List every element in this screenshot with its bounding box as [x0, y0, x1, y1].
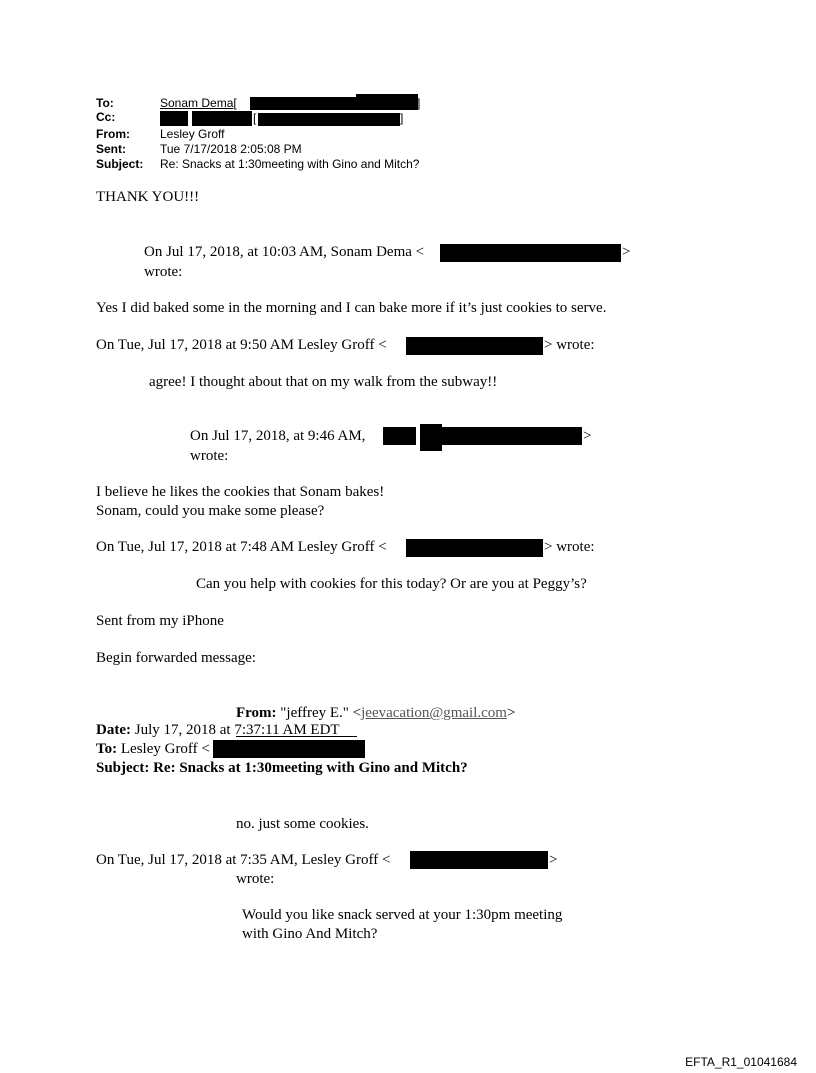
redaction-block	[442, 427, 582, 445]
quote-header-1-gt: >	[622, 244, 631, 260]
fwd-subject-line: Subject: Re: Snacks at 1:30meeting with Gino and Mitch?	[96, 760, 468, 776]
fwd-to-value: Lesley Groff <	[120, 741, 210, 757]
quote-header-1: On Jul 17, 2018, at 10:03 AM, Sonam Dema <	[144, 244, 425, 260]
quote-header-2: On Tue, Jul 17, 2018 at 9:50 AM Lesley Groff <	[96, 337, 387, 353]
quote-header-5-wrote: wrote:	[236, 871, 275, 887]
sent-from-text: Sent from my iPhone	[96, 613, 224, 629]
quote-header-3: On Jul 17, 2018, at 9:46 AM,	[190, 428, 366, 444]
reply-text-4: Can you help with cookies for this today? Or are you at Peggy’s?	[196, 576, 587, 592]
to-value	[160, 96, 237, 110]
redaction-block	[410, 851, 548, 869]
sent-label: Sent:	[96, 142, 126, 156]
cc-label: Cc:	[96, 110, 116, 124]
document-id: EFTA_R1_01041684	[685, 1055, 797, 1069]
quote-header-4: On Tue, Jul 17, 2018 at 7:48 AM Lesley Groff <	[96, 539, 387, 555]
original-message-line2: with Gino And Mitch?	[242, 926, 378, 942]
fwd-date-value: July 17, 2018 at 7:37:11 AM EDT	[134, 722, 340, 738]
fwd-to-label: To:	[96, 741, 118, 757]
quote-header-5-gt: >	[549, 852, 558, 868]
fwd-from-label: From:	[236, 705, 277, 721]
original-message-line1: Would you like snack served at your 1:30pm meeting	[242, 907, 563, 923]
quote-header-5: On Tue, Jul 17, 2018 at 7:35 AM, Lesley Groff <	[96, 852, 391, 868]
subject-label: Subject:	[96, 157, 144, 171]
thank-you-text: THANK YOU!!!	[96, 189, 200, 205]
quote-header-3-gt: >	[583, 428, 592, 444]
sent-value: Tue 7/17/2018 2:05:08 PM	[160, 142, 302, 156]
subject-value: Re: Snacks at 1:30meeting with Gino and Mitch?	[160, 157, 420, 171]
reply-text-2: agree! I thought about that on my walk from the subway!!	[149, 374, 498, 390]
fwd-from-email[interactable]: jeevacation@gmail.com	[361, 705, 507, 721]
to-bracket-open: [	[233, 96, 237, 110]
redaction-block	[406, 539, 543, 557]
fwd-to-line	[96, 741, 210, 758]
redaction-block	[192, 111, 252, 126]
redaction-block	[258, 113, 400, 126]
redaction-block	[213, 740, 365, 758]
reply-text-3-line2: Sonam, could you make some please?	[96, 503, 325, 519]
redaction-block	[160, 111, 188, 126]
quote-header-4-wrote: > wrote:	[544, 539, 595, 555]
begin-forwarded-text: Begin forwarded message:	[96, 650, 256, 666]
from-value: Lesley Groff	[160, 127, 225, 141]
redaction-block	[440, 244, 621, 262]
redaction-block	[356, 94, 421, 110]
to-label: To:	[96, 96, 114, 110]
to-recipient: Sonam Dema	[160, 96, 234, 110]
to-bracket-close: ]	[417, 96, 421, 110]
redaction-block	[406, 337, 543, 355]
reply-text-5: no. just some cookies.	[236, 816, 369, 832]
reply-text-3-line1: I believe he likes the cookies that Sonam bakes!	[96, 484, 385, 500]
cc-bracket-open: [	[253, 111, 257, 125]
redaction-block	[383, 427, 416, 445]
cc-bracket-close: ]	[400, 111, 404, 125]
quote-header-2-wrote: > wrote:	[544, 337, 595, 353]
divider-line	[236, 722, 357, 737]
fwd-from-line	[236, 705, 515, 722]
quote-header-1-wrote: wrote:	[144, 264, 183, 280]
fwd-date-label: Date:	[96, 722, 131, 738]
fwd-from-close: >	[506, 705, 516, 721]
fwd-from-name: "jeffrey E." <	[280, 705, 362, 721]
quote-header-3-wrote: wrote:	[190, 448, 229, 464]
redaction-block	[420, 424, 442, 451]
redaction-block	[250, 97, 356, 110]
from-label: From:	[96, 127, 130, 141]
reply-text-1: Yes I did baked some in the morning and I can bake more if it’s just cookies to serve.	[96, 300, 607, 316]
